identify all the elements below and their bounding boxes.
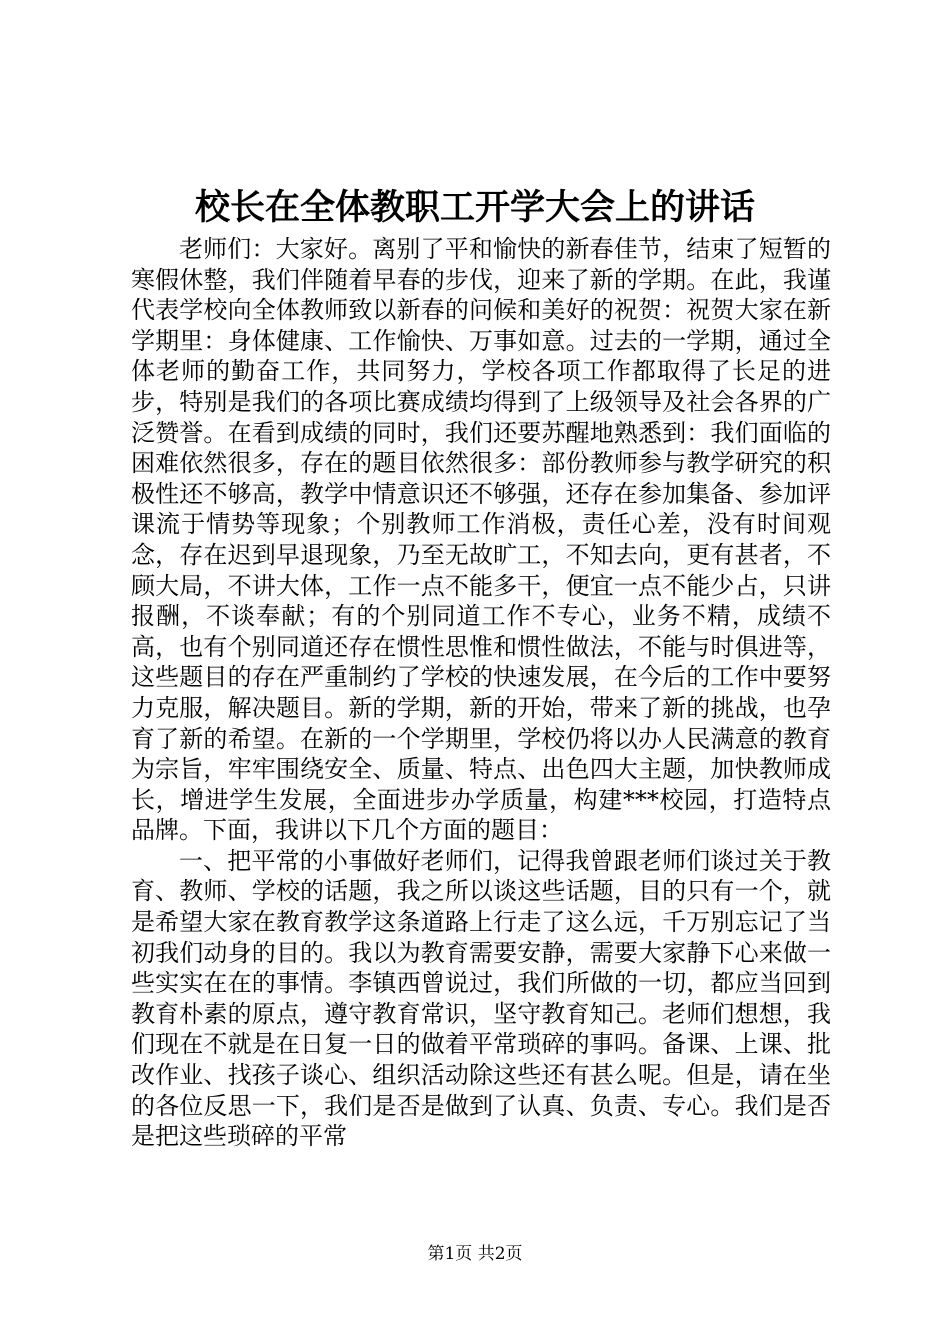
paragraph-2: 一、把平常的小事做好老师们，记得我曾跟老师们谈过关于教育、教师、学校的话题，我之所以谈这些话题，目的只有一个，就是希望大家在教育教学这条道路上行走了这么远，千万别忘记了当初我们动身的目的。我以为教育需要安静，需要大家静下心来做一些实实在在的事情。李镇西曾说过，我们所做的一切，都应当回到教育朴素的原点，遵守教育常识，坚守教育知己。老师们想想，我们现在不就是在日复一日的做着平常琐碎的事吗。备课、上课、批改作业、找孩子谈心、组织活动除这些还有甚么呢。但是，请在坐的各位反思一下，我们是否是做到了认真、负责、专心。我们是否是把这些琐碎的平常 [131,846,831,1151]
document-body [131,234,831,1152]
document-title: 校长在全体教职工开学大会上的讲话 [194,187,755,228]
paragraph-1: 老师们：大家好。离别了平和愉快的新春佳节，结束了短暂的寒假休整，我们伴随着早春的步伐，迎来了新的学期。在此，我谨代表学校向全体教师致以新春的问候和美好的祝贺：祝贺大家在新学期里：身体健康、工作愉快、万事如意。过去的一学期，通过全体老师的勤奋工作，共同努力，学校各项工作都取得了长足的进步，特别是我们的各项比赛成绩均得到了上级领导及社会各界的广泛赞誉。在看到成绩的同时，我们还要苏醒地熟悉到：我们面临的困难依然很多，存在的题目依然很多：部份教师参与教学研究的积极性还不够高，教学中情意识还不够强，还存在参加集备、参加评课流于情势等现象；个别教师工作消极，责任心差，没有时间观念，存在迟到早退现象，乃至无故旷工，不知去向，更有甚者，不顾大局，不讲大体，工作一点不能多干，便宜一点不能少占，只讲报酬，不谈奉献；有的个别同道工作不专心，业务不精，成绩不高，也有个别同道还存在惯性思惟和惯性做法，不能与时俱进等，这些题目的存在严重制约了学校的快速发展，在今后的工作中要努力克服，解决题目。新的学期，新的开始，带来了新的挑战，也孕育了新的希望。在新的一个学期里，学校仍将以办人民满意的教育为宗旨，牢牢围绕安全、质量、特点、出色四大主题，加快教师成长，增进学生发展，全面进步办学质量，构建***校园，打造特点品牌。下面，我讲以下几个方面的题目： [131,235,831,845]
page-footer: 第1页 共2页 [427,1244,523,1264]
